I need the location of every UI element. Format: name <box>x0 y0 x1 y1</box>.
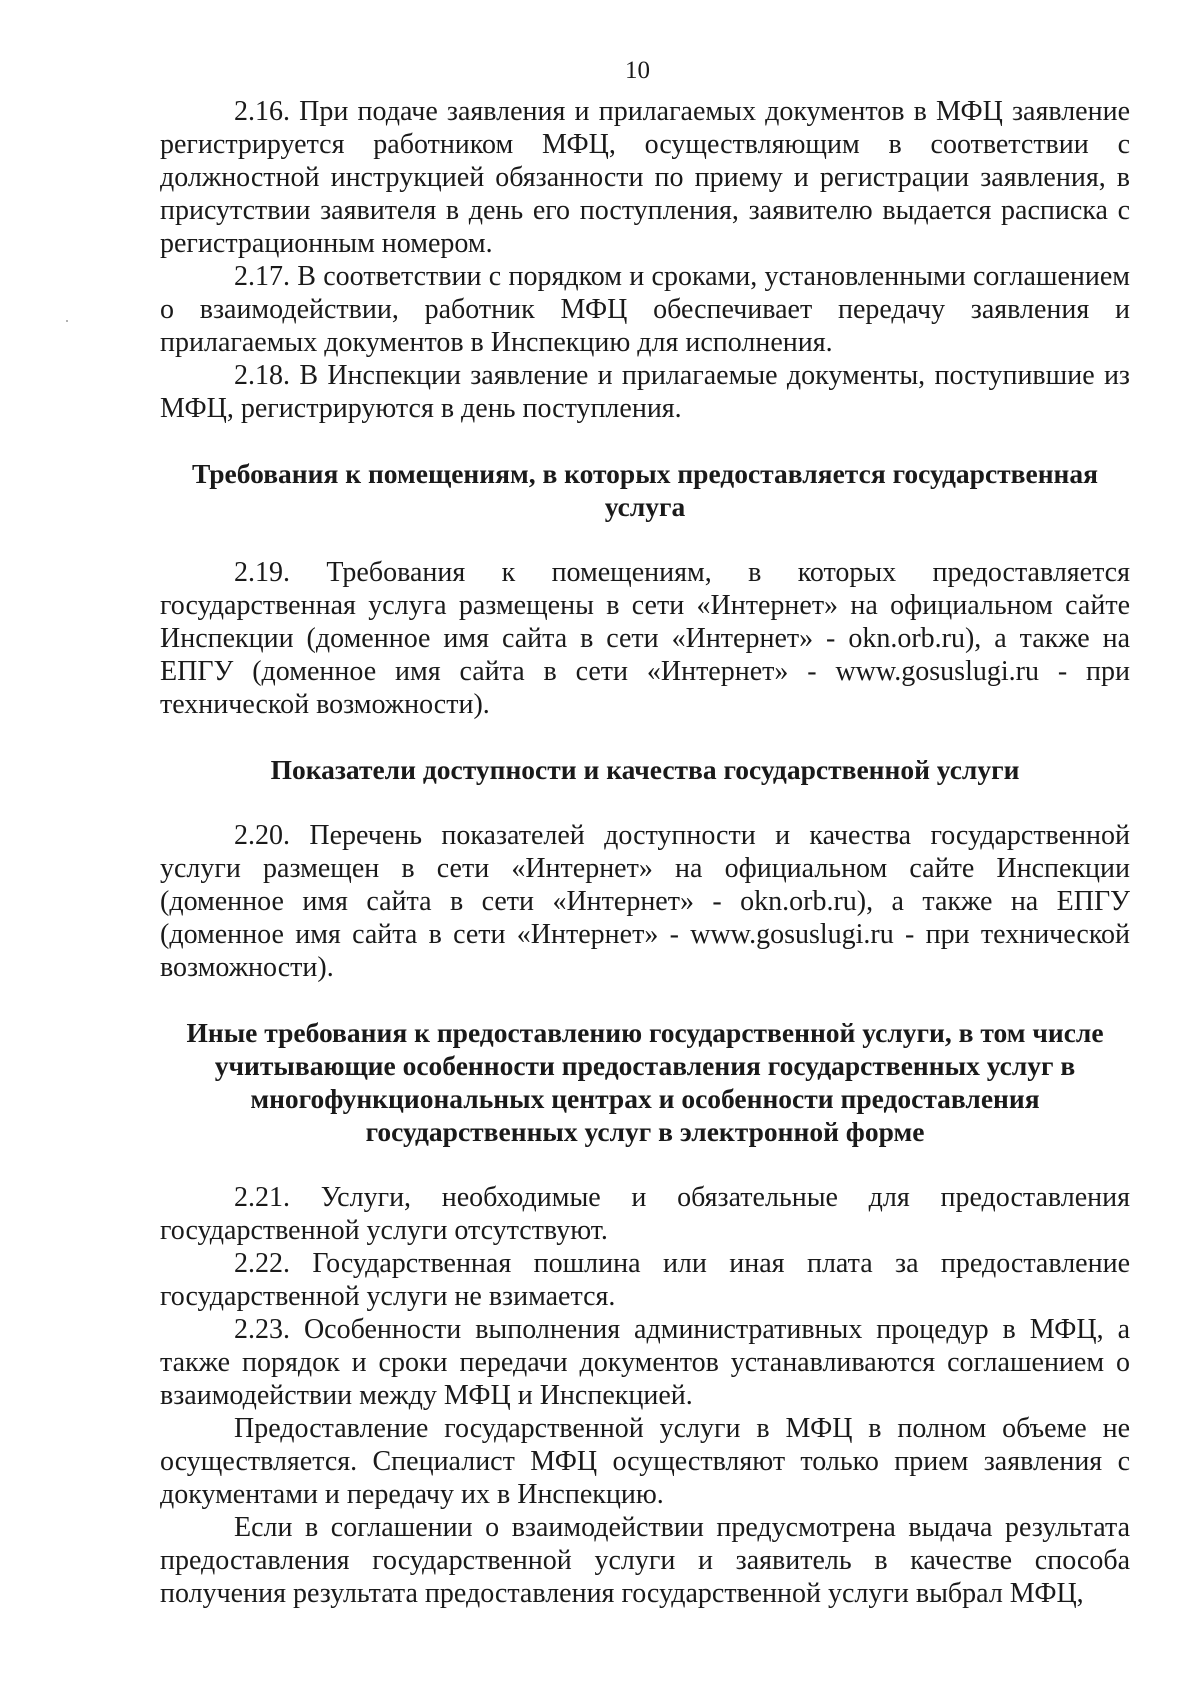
scan-speck <box>66 320 68 322</box>
paragraph-2-18: 2.18. В Инспекции заявление и прилагаемые документы, поступившие из МФЦ, регистрируются в день поступления. <box>160 360 1130 424</box>
document-body <box>160 95 1130 1610</box>
paragraph-2-20: 2.20. Перечень показателей доступности и качества государственной услуги размещен в сети «Интернет» на официальном сайте Инспекции (доменное имя сайта в сети «Интернет» - okn.orb.ru), а также на ЕПГУ (доменное имя сайта в сети «Интернет» - www.gosuslugi.ru - при технической возможности). <box>160 820 1130 983</box>
paragraph-2-16: 2.16. При подаче заявления и прилагаемых документов в МФЦ заявление регистрируется работником МФЦ, осуществляющим в соответствии с должностной инструкцией обязанности по приему и регистрации заявления, в присутствии заявителя в день его поступления, заявителю выдается расписка с регистрационным номером. <box>160 96 1130 259</box>
paragraph-2-21: 2.21. Услуги, необходимые и обязательные для предоставления государственной услуги отсутствуют. <box>160 1182 1130 1246</box>
page-number: 10 <box>625 57 650 84</box>
paragraph-mfc-result: Если в соглашении о взаимодействии предусмотрена выдача результата предоставления государственной услуги и заявитель в качестве способа получения результата предоставления государственной услуги выбрал МФЦ, <box>160 1512 1130 1609</box>
paragraph-2-23: 2.23. Особенности выполнения административных процедур в МФЦ, а также порядок и сроки передачи документов устанавливаются соглашением о взаимодействии между МФЦ и Инспекцией. <box>160 1314 1130 1411</box>
paragraph-2-22: 2.22. Государственная пошлина или иная плата за предоставление государственной услуги не взимается. <box>160 1248 1130 1312</box>
paragraph-2-19: 2.19. Требования к помещениям, в которых предоставляется государственная услуга размещены в сети «Интернет» на официальном сайте Инспекции (доменное имя сайта в сети «Интернет» - okn.orb.ru), а также на ЕПГУ (доменное имя сайта в сети «Интернет» - www.gosuslugi.ru - при технической возможности). <box>160 557 1130 720</box>
section-heading-quality-indicators: Показатели доступности и качества государственной услуги <box>270 754 1020 785</box>
paragraph-mfc-scope: Предоставление государственной услуги в МФЦ в полном объеме не осуществляется. Специалист МФЦ осуществляют только прием заявления с документами и передачу их в Инспекцию. <box>160 1413 1130 1510</box>
section-heading-premises: Требования к помещениям, в которых предоставляется государственная услуга <box>191 458 1099 522</box>
section-heading-other-requirements: Иные требования к предоставлению государственной услуги, в том числе учитывающие особенности предоставления государственных услуг в многофункциональных центрах и особенности предоставления государственных услуг в электронной форме <box>186 1017 1104 1147</box>
paragraph-2-17: 2.17. В соответствии с порядком и сроками, установленными соглашением о взаимодействии, работник МФЦ обеспечивает передачу заявления и прилагаемых документов в Инспекцию для исполнения. <box>160 261 1130 358</box>
